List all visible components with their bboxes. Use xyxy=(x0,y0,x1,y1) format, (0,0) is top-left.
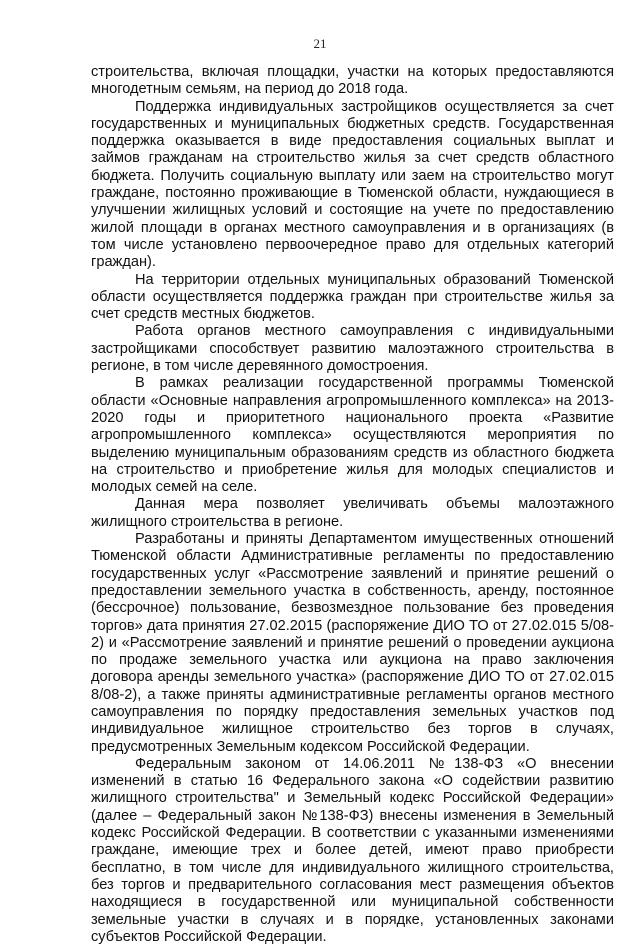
document-body xyxy=(91,64,614,946)
paragraph-local-government-work: Работа органов местного самоуправления с индивидуальными застройщиками способствует развитию малоэтажного строительства в регионе, в том числе деревянного домостроения. xyxy=(91,323,614,375)
page-number: 21 xyxy=(313,36,327,51)
paragraph-individual-builders-support: Поддержка индивидуальных застройщиков осуществляется за счет государственных и муниципальных бюджетных средств. Государственная поддержка оказывается в виде предоставления социальных выплат и займов гражданам на строительство жилья за счет средств областного бюджета. Получить социальную выплату или заем на строительство могут граждане, постоянно проживающие в Тюменской области, нуждающиеся в улучшении жилищных условий и состоящие на учете по предоставлению жилой площади в органах местного самоуправления и в организациях (в том числе установлено первоочередное право для отдельных категорий граждан). xyxy=(91,98,614,271)
paragraph-federal-law-138: Федеральным законом от 14.06.2011 №138-ФЗ «О внесении изменений в статью 16 Федерального закона «О содействии развитию жилищного строительства" и Земельный кодекс Российской Федерации» (далее – Федеральный закон №138-ФЗ) внесены изменения в Земельный кодекс Российской Федерации. В соответствии с указанными изменениями граждане, имеющие трех и более детей, имеют право приобрести бесплатно, в том числе для индивидуального жилищного строительства, без торгов и предварительного согласования мест размещения объектов находящиеся в государственной или муниципальной собственности земельные участки в случаях и в порядке, установленных законами субъектов Российской Федерации. xyxy=(91,755,614,945)
paragraph-measure-effect: Данная мера позволяет увеличивать объемы малоэтажного жилищного строительства в регионе. xyxy=(91,496,614,530)
paragraph-agro-program: В рамках реализации государственной программы Тюменской области «Основные направления агропромышленного комплекса» на 2013-2020 годы и приоритетного национального проекта «Развитие агропромышленного комплекса» осуществляются мероприятия по выделению муниципальным образованиям средств из областного бюджета на строительство и приобретение жилья для молодых специалистов и молодых семей на селе. xyxy=(91,375,614,496)
paragraph-administrative-regulations: Разработаны и приняты Департаментом имущественных отношений Тюменской области Административные регламенты по предоставлению государственных услуг «Рассмотрение заявлений и принятие решений о предоставлении земельного участка в собственность, аренду, постоянное (бессрочное) пользование, безвозмездное пользование без проведения торгов» дата принятия 27.02.2015 (распоряжение ДИО ТО от 27.02.015 5/08-2) и «Рассмотрение заявлений и принятие решений о проведении аукциона по продаже земельного участка или аукциона на право заключения договора аренды земельного участка» (распоряжение ДИО ТО от 27.02.015 8/08-2), а также приняты административные регламенты органов местного самоуправления по порядку предоставления земельных участков под индивидуальное жилищное строительство без торгов в случаях, предусмотренных Земельным кодексом Российской Федерации. xyxy=(91,531,614,755)
paragraph-continuation: строительства, включая площадки, участки на которых предоставляются многодетным семьям, на период до 2018 года. xyxy=(91,64,614,98)
paragraph-municipal-support: На территории отдельных муниципальных образований Тюменской области осуществляется поддержка граждан при строительстве жилья за счет средств местных бюджетов. xyxy=(91,271,614,323)
